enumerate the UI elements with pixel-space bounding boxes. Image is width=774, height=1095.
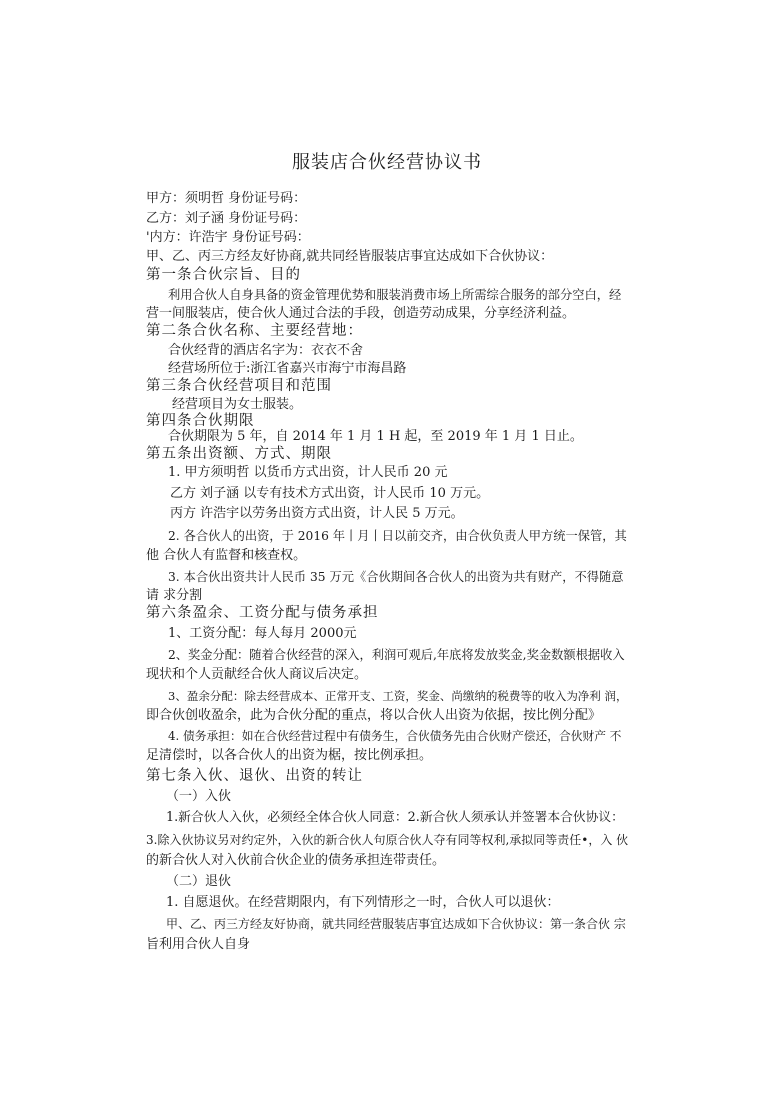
article-2-heading: 第二条合伙名称、主要经营地： (146, 323, 363, 339)
article-2-text: 经营场所位于:浙江省嘉兴市海宁市海昌路 (168, 361, 407, 376)
article-5-text: 2. 各合伙人的出资，于 2016 年丨月丨日以前交齐，由合伙负责人甲方统一保管，其 (168, 529, 627, 543)
party-a-line: 甲方：须明哲 身份证号码： (146, 191, 307, 206)
article-5-text: 丙方 许浩宇以劳务出资方式出资，计人民 5 万元。 (170, 506, 464, 521)
party-b-line: 乙方：刘子涵 身份证号码： (146, 211, 307, 226)
article-7-subheading: （一）入伙 (166, 789, 232, 804)
article-3-heading: 第三条合伙经营项目和范围 (146, 378, 332, 394)
article-4-text: 合伙期限为 5 年，自 2014 年 1 月 1 H 起，至 2019 年 1 月 1 日止。 (168, 429, 583, 444)
article-7-heading: 第七条入伙、退伙、出资的转让 (146, 768, 363, 784)
article-6-text: 即合伙创收盈余，此为合伙分配的重点，将以合伙人出资为依据，按比例分配》 (146, 708, 602, 723)
article-7-text: 的新合伙人对入伙前合伙企业的债务承担连带责任。 (146, 853, 446, 868)
party-c-line: '内方：许浩宇 身份证号码： (146, 230, 310, 245)
article-5-heading: 第五条出资额、方式、期限 (146, 446, 332, 462)
article-6-text: 3、盈余分配：除去经营成本、正常开支、工资，奖金、尚缴纳的税费等的收入为净利 润， (168, 689, 628, 703)
article-6-heading: 第六条盈余、工资分配与债务承担 (146, 605, 379, 621)
document-title: 服装店合伙经营协议书 (292, 152, 482, 173)
article-1-heading: 第一条合伙宗旨、目的 (146, 267, 301, 283)
article-4-heading: 第四条合伙期限 (146, 413, 255, 429)
article-7-text: 甲、乙、丙三方经友好协商，就共同经营服装店事宜达成如下合伙协议：第一条合伙 宗 (166, 917, 626, 931)
article-7-text: 旨利用合伙人自身 (146, 937, 251, 952)
article-6-text: 足清偿时，以各合伙人的出资为椐，按比例承担。 (146, 748, 433, 763)
article-6-text: 4. 债务承担：如在合伙经营过程中有债务生，合伙债务先由合伙财产偿还，合伙财产 不 (168, 729, 622, 743)
article-7-text: 3.除入伙协议另对约定外，入伙的新合伙人句原合伙人夺有同等权利,承拟同等责任•，入 伙 (146, 833, 629, 847)
article-6-text: 2、奖金分配：随着合伙经营的深入，利润可观后,年底将发放奖金,奖金数额根据收入 (168, 648, 625, 662)
intro-line: 甲、乙、丙三方经友好协商,就共同经皆服装店事宜达成如下合伙协议： (146, 249, 554, 264)
article-5-text: 3. 本合伙出资共计人民币 35 万元《合伙期间各合伙人的出资为共有财产，不得随意 (168, 570, 624, 584)
article-7-text: 1.新合伙人入伙，必须经全体合伙人同意：2.新合伙人须承认并签署本合伙协议： (166, 810, 624, 825)
article-2-text: 合伙经背的酒店名字为：衣衣不舍 (168, 343, 364, 358)
article-6-text: 现状和个人贡献经合伙人商议后决定。 (146, 667, 368, 682)
article-7-text: 1. 自愿退伙。在经营期限内，有下列情形之一时，合伙人可以退伙： (166, 895, 560, 910)
article-7-subheading: （二）退伙 (166, 874, 232, 889)
article-5-text: 1. 甲方须明哲 以货币方式出资，计人民币 20 元 (168, 465, 448, 480)
article-5-text: 乙方 刘子涵 以专有技术方式出资，计人民币 10 万元。 (170, 486, 490, 501)
article-1-text: 利用合伙人自身具备的资金管理优势和服装消费市场上所需综合服务的部分空白，经 (168, 288, 622, 302)
article-5-text: 请 求分割 (146, 588, 203, 603)
article-3-text: 经营项目为女士服装。 (172, 397, 303, 412)
article-1-text: 营一间服装店，使合伙人通过合法的手段，创造劳动成果，分享经济利益。 (146, 306, 576, 321)
article-5-text: 他 合伙人有监督和核查权。 (146, 548, 307, 563)
article-6-text: 1、工资分配：每人每月 2000元 (168, 626, 357, 641)
